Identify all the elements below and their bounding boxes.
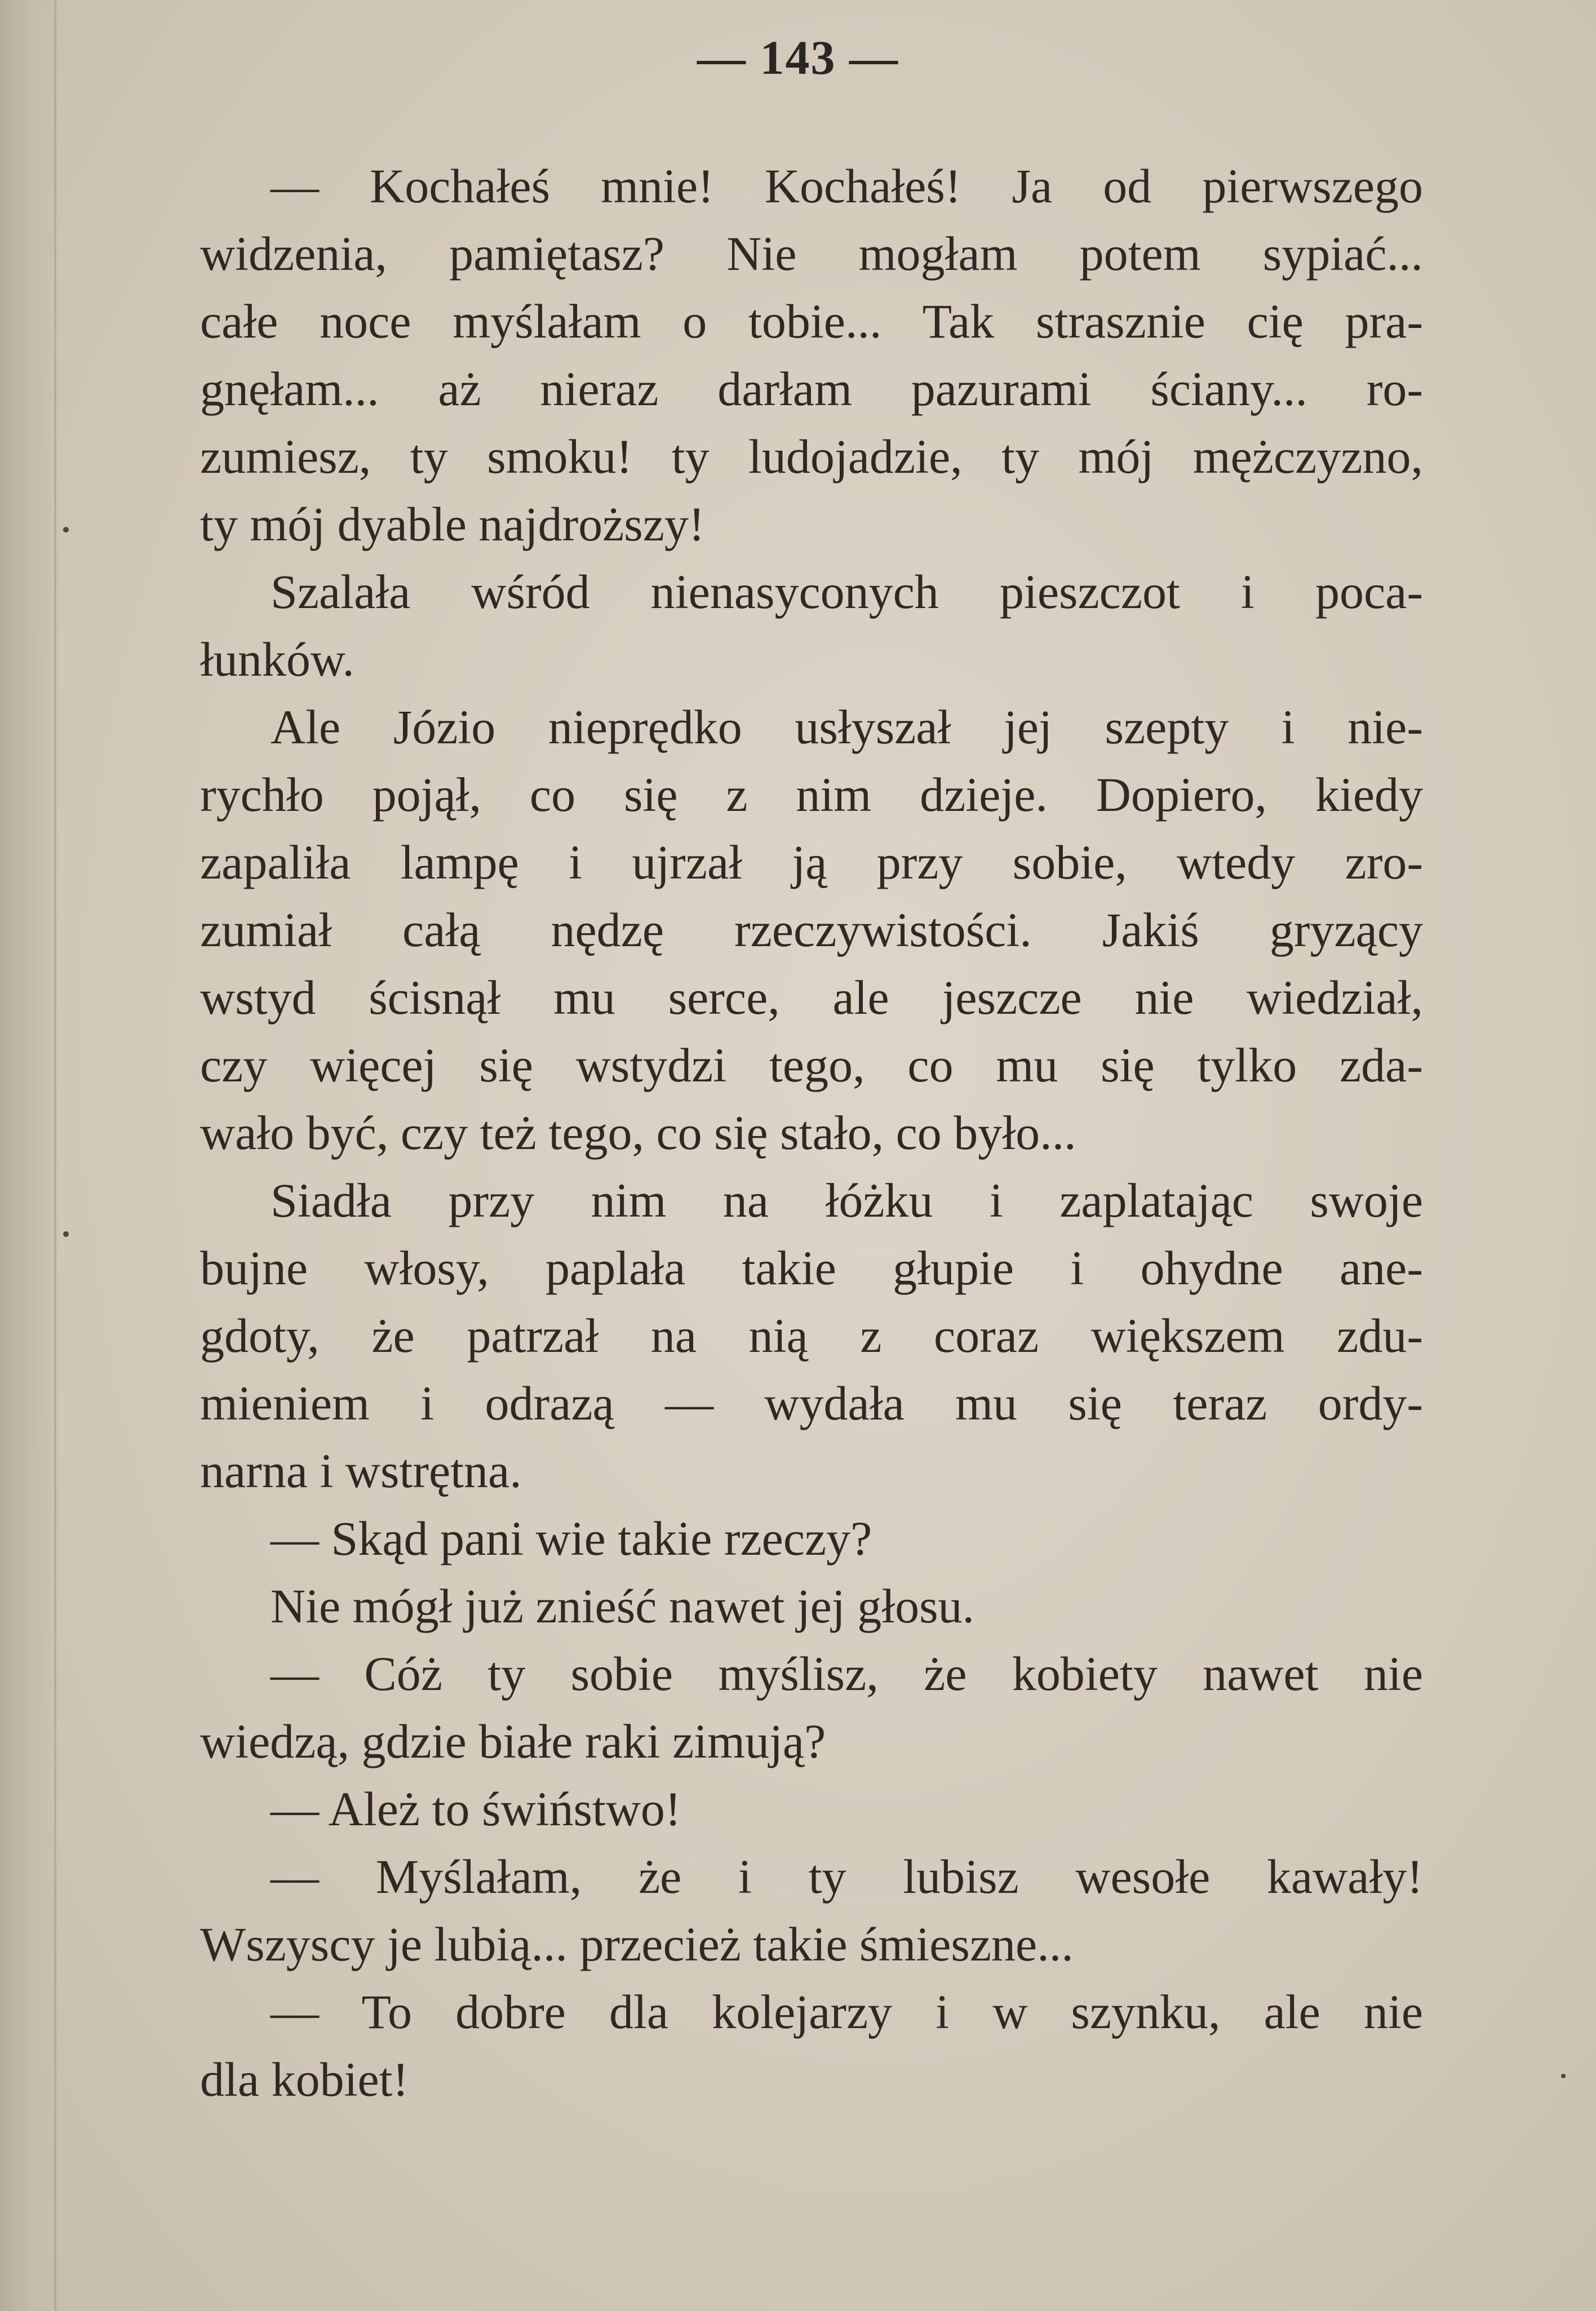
text-line: — To dobre dla kolejarzy i w szynku, ale nie — [271, 1985, 1423, 2039]
text-line: dla kobiet! — [200, 2052, 409, 2106]
text-line: mieniem i odrazą — wydała mu się teraz ordy- — [200, 1376, 1423, 1430]
paper-speck — [63, 1231, 69, 1237]
text-line: — Cóż ty sobie myślisz, że kobiety nawet nie — [271, 1647, 1423, 1701]
text-line: Nie mógł już znieść nawet jej głosu. — [271, 1579, 975, 1633]
text-line: bujne włosy, paplała takie głupie i ohydne ane- — [200, 1241, 1423, 1295]
page-gutter-shadow — [0, 0, 62, 2311]
text-line: Szalała wśród nienasyconych pieszczot i poca- — [271, 565, 1423, 619]
text-line: zumiał całą nędzę rzeczywistości. Jakiś gryzący — [200, 903, 1423, 957]
text-line: całe noce myślałam o tobie... Tak strasznie cię pra- — [200, 294, 1423, 348]
text-line: czy więcej się wstydzi tego, co mu się tylko zda- — [200, 1038, 1423, 1092]
text-line: Ale Józio nieprędko usłyszał jej szepty i nie- — [271, 700, 1423, 754]
text-line: Siadła przy nim na łóżku i zaplatając swoje — [271, 1173, 1423, 1227]
text-line: — Kochałeś mnie! Kochałeś! Ja od pierwszego — [271, 159, 1423, 213]
paper-speck — [1561, 2074, 1566, 2078]
text-line: widzenia, pamiętasz? Nie mogłam potem sypiać... — [200, 227, 1423, 281]
text-line: zapaliła lampę i ujrzał ją przy sobie, wtedy zro- — [200, 835, 1423, 889]
page-number: — 143 — — [697, 30, 899, 85]
text-line: zumiesz, ty smoku! ty ludojadzie, ty mój mężczyzno, — [200, 429, 1423, 484]
text-line: rychło pojął, co się z nim dzieje. Dopiero, kiedy — [200, 768, 1423, 822]
text-line: wiedzą, gdzie białe raki zimują? — [200, 1714, 826, 1768]
text-line: ty mój dyable najdroższy! — [200, 497, 705, 551]
text-line: gdoty, że patrzał na nią z coraz większem zdu- — [200, 1308, 1423, 1363]
text-line: narna i wstrętna. — [200, 1444, 522, 1498]
paper-speck — [63, 527, 69, 533]
binding-edge — [54, 0, 56, 2311]
text-line: — Ależ to świństwo! — [271, 1782, 681, 1836]
text-line: wstyd ścisnął mu serce, ale jeszcze nie wiedział, — [200, 970, 1423, 1024]
body-text — [200, 152, 1423, 2113]
text-line: — Myślałam, że i ty lubisz wesołe kawały! — [271, 1849, 1423, 1904]
text-line: wało być, czy też tego, co się stało, co było... — [200, 1106, 1076, 1160]
text-line: łunków. — [200, 632, 354, 686]
text-line: — Skąd pani wie takie rzeczy? — [271, 1511, 872, 1565]
text-line: gnęłam... aż nieraz darłam pazurami ściany... ro- — [200, 362, 1423, 416]
text-line: Wszyscy je lubią... przecież takie śmieszne... — [200, 1917, 1074, 1971]
